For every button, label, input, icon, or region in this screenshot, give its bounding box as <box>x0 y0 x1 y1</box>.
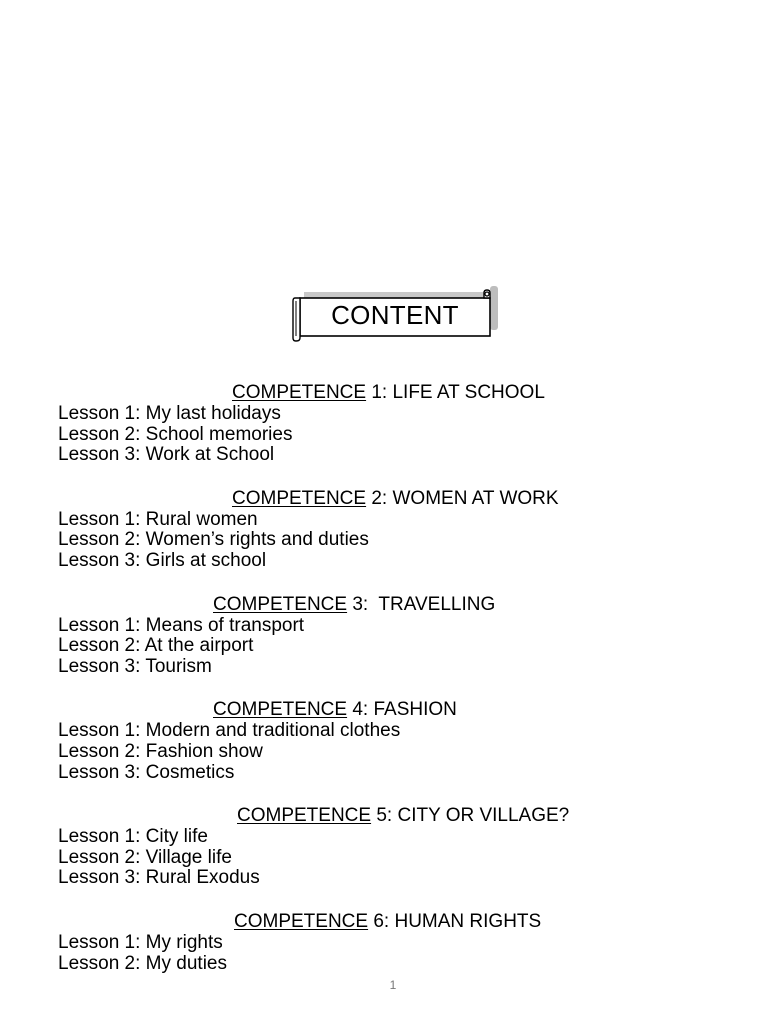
lesson-item: Lesson 2: Fashion show <box>58 740 263 762</box>
competence-section <box>58 911 658 974</box>
competence-heading <box>58 911 658 933</box>
lesson-list <box>58 404 658 466</box>
competence-section <box>58 699 658 783</box>
lesson-item: Lesson 1: Rural women <box>58 508 258 530</box>
competence-section <box>58 805 658 889</box>
lesson-item: Lesson 3: Rural Exodus <box>58 867 260 889</box>
competence-word: COMPETENCE <box>232 382 367 403</box>
competence-title: 1: LIFE AT SCHOOL <box>366 382 545 403</box>
lesson-item: Lesson 2: Women’s rights and duties <box>58 529 369 551</box>
competence-section <box>58 488 658 572</box>
competence-heading <box>58 594 658 616</box>
competence-heading <box>58 382 658 404</box>
lesson-item: Lesson 2: Village life <box>58 846 232 868</box>
competence-title: 3: TRAVELLING <box>347 593 496 615</box>
content-title: CONTENT <box>331 300 459 330</box>
lesson-item: Lesson 3: Girls at school <box>58 549 267 571</box>
competence-title: 5: CITY OR VILLAGE? <box>371 805 570 827</box>
lesson-list <box>58 721 658 783</box>
competence-word: COMPETENCE <box>213 593 348 615</box>
lesson-item: Lesson 2: My duties <box>58 952 227 974</box>
competence-title: 4: FASHION <box>347 699 457 721</box>
lesson-list <box>58 616 658 678</box>
competence-word: COMPETENCE <box>213 699 348 721</box>
lesson-item: Lesson 1: Means of transport <box>58 614 305 636</box>
lesson-item: Lesson 2: School memories <box>58 423 293 445</box>
table-of-contents <box>58 382 658 974</box>
page-number: 1 <box>389 978 397 992</box>
lesson-list <box>58 510 658 572</box>
lesson-item: Lesson 1: My last holidays <box>58 403 281 424</box>
competence-heading <box>58 488 658 510</box>
competence-word: COMPETENCE <box>232 487 367 509</box>
content-banner <box>292 284 502 346</box>
competence-heading <box>58 699 658 721</box>
lesson-item: Lesson 3: Work at School <box>58 444 275 466</box>
lesson-item: Lesson 3: Cosmetics <box>58 761 235 783</box>
competence-heading <box>58 805 658 827</box>
competence-word: COMPETENCE <box>234 910 369 932</box>
lesson-item: Lesson 1: My rights <box>58 931 223 953</box>
lesson-item: Lesson 1: City life <box>58 826 208 848</box>
lesson-item: Lesson 3: Tourism <box>58 655 212 677</box>
lesson-item: Lesson 2: At the airport <box>58 635 254 657</box>
lesson-list <box>58 933 658 974</box>
competence-word: COMPETENCE <box>237 805 372 827</box>
competence-title: 6: HUMAN RIGHTS <box>368 910 542 932</box>
lesson-item: Lesson 1: Modern and traditional clothes <box>58 720 401 742</box>
competence-section <box>58 594 658 678</box>
competence-title: 2: WOMEN AT WORK <box>366 487 559 509</box>
lesson-list <box>58 827 658 889</box>
competence-section <box>58 382 658 466</box>
